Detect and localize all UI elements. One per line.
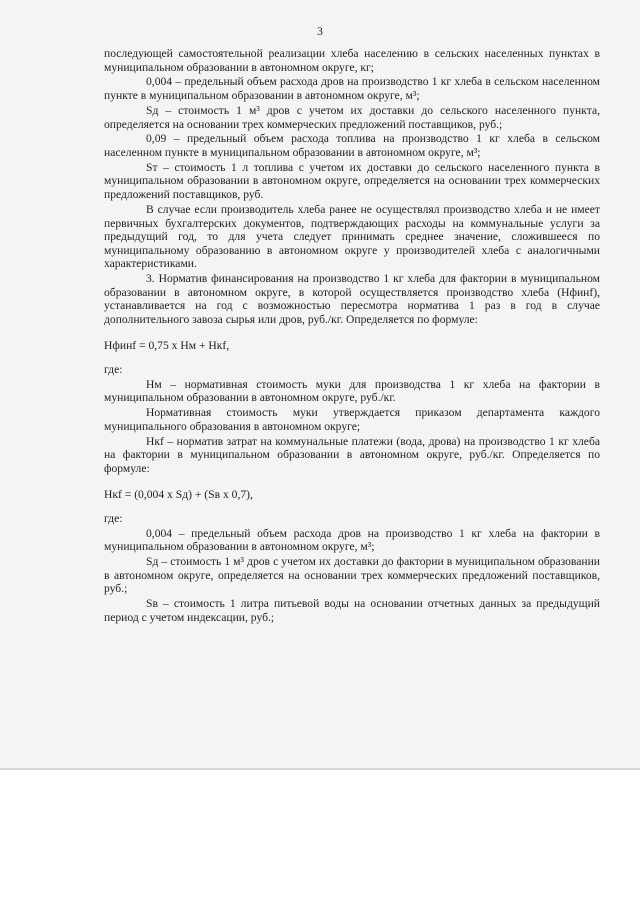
paragraph: 0,09 – предельный объем расхода топлива на производство 1 кг хлеба в сельском населенном пункте в муниципальном образовании в автономном округе, м³; bbox=[104, 132, 600, 159]
formula: Нкf = (0,004 х Sд) + (Sв х 0,7), bbox=[104, 488, 253, 502]
paragraph: где: bbox=[104, 511, 123, 525]
paragraph: Sд – стоимость 1 м³ дров с учетом их доставки до сельского населенного пункта, определяется на основании трех коммерческих предложений поставщиков, руб.; bbox=[104, 103, 600, 131]
scan-edge bbox=[0, 768, 640, 770]
paragraph: 0,004 – предельный объем расхода дров на производство 1 кг хлеба на фактории в муниципальном образовании в автономном округе, м³; bbox=[104, 526, 600, 554]
paragraph: Sв – стоимость 1 литра питьевой воды на основании отчетных данных за предыдущий период с учетом индексации, руб.; bbox=[104, 597, 600, 624]
document-body bbox=[104, 47, 600, 626]
paragraph: Нм – нормативная стоимость муки для производства 1 кг хлеба на фактории в муниципальном образовании в автономном округе, руб./кг. bbox=[104, 377, 600, 405]
paragraph: В случае если производитель хлеба ранее не осуществлял производство хлеба и не имеет первичных бухгалтерских документов, подтверждающих расходы на коммунальные услуги за предыдущий год, то для учета следует принимать среднее значение, сложившееся по муниципальному образованию в автономном округе у производителей хлеба с аналогичными характеристиками. bbox=[104, 202, 600, 271]
paragraph: 0,004 – предельный объем расхода дров на производство 1 кг хлеба в сельском населенном пункте в муниципальном образовании в автономном округе, м³; bbox=[104, 75, 600, 103]
paragraph: последующей самостоятельной реализации хлеба населению в сельских населенных пунктах в муниципальном образовании в автономном округе, кг; bbox=[104, 47, 600, 74]
paragraph: Нормативная стоимость муки утверждается приказом департамента каждого муниципального образования в автономном округе; bbox=[104, 406, 600, 433]
page-number: 3 bbox=[317, 26, 323, 38]
paragraph: 3. Норматив финансирования на производство 1 кг хлеба для фактории в муниципальном образовании в автономном округе, в которой осуществляется производство хлеба (Нфинf), устанавливается на год с возможностью пересмотра норматива 1 раз в год в случае дополнительного завоза сырья или дров, руб./кг. Определяется по формуле: bbox=[104, 272, 600, 326]
formula: Нфинf = 0,75 х Нм + Нкf, bbox=[104, 339, 230, 353]
paragraph: Sд – стоимость 1 м³ дров с учетом их доставки до фактории в муниципальном образовании в автономном округе, определяется на основании трех коммерческих предложений поставщиков, руб.; bbox=[104, 555, 600, 596]
paragraph: Sт – стоимость 1 л топлива с учетом их доставки до сельского населенного пункта в муниципальном образовании в автономном округе, определяется на основании трех коммерческих предложений поставщиков, руб. bbox=[104, 160, 600, 202]
paragraph: где: bbox=[104, 362, 123, 376]
paragraph: Нкf – норматив затрат на коммунальные платежи (вода, дрова) на производство 1 кг хлеба на фактории в муниципальном образовании в автономном округе, руб./кг. Определяется по формуле: bbox=[104, 434, 600, 475]
